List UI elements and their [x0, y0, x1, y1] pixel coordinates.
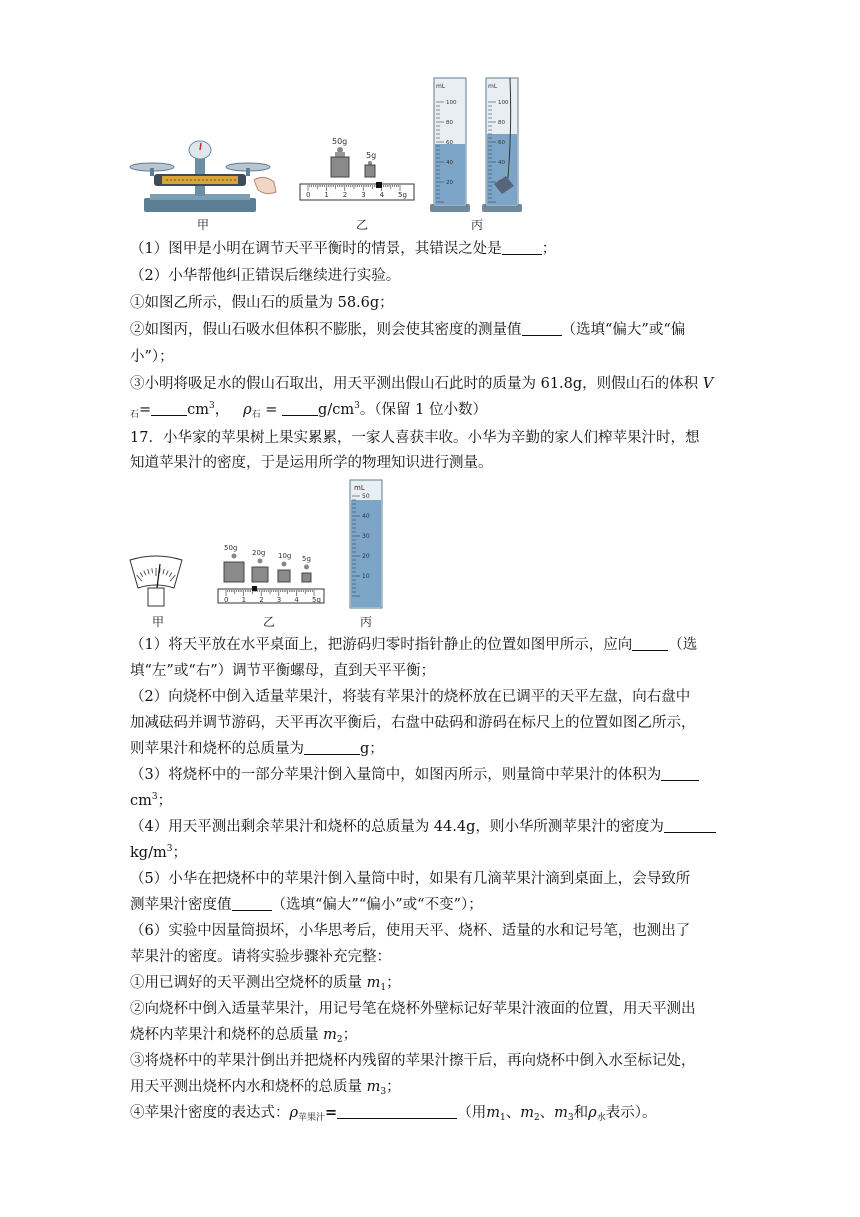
rider-top	[376, 182, 382, 188]
cylinders-figure-bing	[424, 72, 534, 214]
sub-2: 2	[336, 1035, 343, 1045]
q16-part2: （2）小华帮他纠正错误后继续进行实验。	[130, 268, 401, 284]
q17-step3-l1: ③将烧杯中的苹果汁倒出并把烧杯内残留的苹果汁擦干后，再向烧杯中倒入水至标记处，	[130, 1053, 696, 1069]
expr-m2-sub: 2	[533, 1113, 540, 1123]
q16-step3-text: ③小明将吸足水的假山石取出，用天平测出假山石此时的质量为 61.8g，则假山石的体积	[130, 376, 699, 392]
q17-part6-l1: （6）实验中因量筒损坏，小华思考后，使用天平、烧杯、适量的水和记号笔，也测出了	[130, 923, 691, 939]
symbol-m1: m	[366, 975, 381, 991]
cyl-tick-label: 100	[498, 100, 509, 106]
q17-part2-l2: 加减砝码并调节游码，天平再次平衡后，右盘中砝码和游码在标尺上的位置如图乙所示，	[130, 715, 696, 731]
scale-tick-label: 4	[294, 596, 299, 604]
answer-blank-2[interactable]	[522, 321, 562, 336]
answer-blank-7[interactable]	[661, 766, 699, 781]
cyl-tick-label: 50	[362, 493, 370, 500]
comma: ，	[214, 402, 230, 418]
expr-m2: m	[520, 1105, 534, 1121]
scale-tick-label: 2	[342, 191, 348, 199]
q16-part1	[130, 239, 556, 259]
scale-tick-label: 1	[241, 596, 247, 604]
weight-label-50g: 50g	[332, 137, 348, 146]
unit-kgm3: kg/m	[130, 845, 167, 861]
cyl-tick-label: 100	[446, 100, 457, 106]
expr-m3: m	[554, 1105, 568, 1121]
expr-rho-water: ρ	[588, 1105, 597, 1121]
answer-blank-1[interactable]	[502, 240, 542, 255]
q17-step2-l1: ②向烧杯中倒入适量苹果汁，用记号笔在烧杯外壁标记好苹果汁液面的位置，用天平测出	[130, 1001, 696, 1017]
cyl-unit-top-left: mL	[436, 83, 446, 90]
expr-m3-sub: 3	[567, 1113, 574, 1123]
cyl-tick-label: 20	[362, 553, 370, 560]
weight-body	[252, 567, 268, 582]
weight-label-5g: 5g	[366, 151, 377, 160]
weight-body	[278, 570, 290, 582]
cyl-tick-label: 80	[498, 120, 505, 126]
weight-body	[224, 562, 244, 582]
q16-step2-cont: 小”）；	[130, 349, 174, 365]
pointer-dial-figure-jia	[128, 554, 184, 610]
q16-step2-text: ②如图丙，假山石吸水但体积不膨胀，则会使其密度的测量值	[130, 322, 522, 338]
weight-label: 10g	[278, 552, 292, 560]
q17-part3-cont: $cm^3$；	[130, 792, 173, 809]
q16-step2	[130, 320, 685, 340]
semicolon-5: ；	[386, 1079, 401, 1095]
scale-tick-label: 2	[259, 596, 264, 604]
answer-blank-8[interactable]	[664, 818, 716, 833]
scale-tick-label: 5g	[398, 191, 407, 199]
answer-blank-6[interactable]	[304, 740, 360, 755]
q17-step3-text: 用天平测出烧杯内水和烧杯的总质量	[130, 1079, 362, 1095]
q17-weights	[224, 544, 311, 582]
scale-tick-label: 4	[379, 191, 385, 199]
sub-1: 1	[380, 983, 387, 993]
cyl-tick-label: 40	[362, 513, 370, 520]
q17-part3	[130, 765, 699, 785]
step4-end: 表示）。	[605, 1105, 657, 1121]
q17-part1-text: （1）将天平放在水平桌面上，把游码归零时指针静止的位置如图甲所示，应向	[130, 637, 633, 653]
q17-part2-unit: g；	[360, 741, 384, 757]
caption-yi-top: 乙	[355, 218, 368, 232]
q16-step1: ①如图乙所示，假山石的质量为 58.6g；	[130, 295, 394, 311]
sub-juice: 苹果汁	[298, 1113, 326, 1123]
unit-cm3: cm	[130, 793, 152, 809]
symbol-m3: m	[366, 1079, 381, 1095]
semicolon-3: ；	[386, 975, 401, 991]
q17-part5-l2	[130, 895, 483, 915]
q17-step2-l2	[130, 1025, 357, 1045]
semicolon: ；	[157, 793, 173, 809]
q17-part1-end: （选	[668, 637, 698, 653]
q17-step1	[130, 973, 401, 993]
balance-figure-jia	[128, 140, 278, 214]
caption-yi-q17: 乙	[262, 615, 275, 629]
eq-sign-juice: =	[325, 1104, 338, 1121]
q17-part5-end: （选填“偏大”“偏小”或“不变”）；	[271, 897, 483, 913]
q17-part1-cont: 填“左”或“右”）调节平衡螺母，直到天平平衡；	[130, 663, 436, 679]
weight-knob	[258, 559, 263, 564]
cyl-tick-label: 40	[446, 160, 453, 166]
q16-part1-end: ；	[541, 241, 557, 257]
q17-step3-l2	[130, 1077, 401, 1097]
q17-part6-l2: 苹果汁的密度。请将实验步骤补充完整：	[130, 949, 391, 965]
q17-intro-1: 17．小华家的苹果树上果实累累，一家人喜获丰收。小华为辛勤的家人们榨苹果汁时，想	[130, 430, 700, 446]
sep-1: 、	[505, 1105, 521, 1121]
expr-m1-sub: 1	[499, 1113, 506, 1123]
eq-sign: =	[139, 402, 152, 418]
q17-part4	[130, 817, 716, 837]
caption-bing-top: 丙	[470, 218, 483, 232]
scale-tick-label: 0	[306, 191, 311, 199]
cyl-tick-label: 30	[362, 533, 370, 540]
q17-step1-text: ①用已调好的天平测出空烧杯的质量	[130, 975, 362, 991]
symbol-V: V	[702, 376, 714, 392]
weight-knob	[304, 565, 309, 570]
unit-cm: cm	[187, 402, 210, 418]
scale-tick-label: 3	[276, 596, 282, 604]
q17-part4-cont: $kg/m^3$；	[130, 844, 187, 861]
q17-part2-text: 则苹果汁和烧杯的总质量为	[130, 741, 304, 757]
cyl-unit-top-right: mL	[488, 83, 498, 90]
answer-blank-3[interactable]	[151, 401, 187, 416]
answer-blank-9[interactable]	[232, 896, 272, 911]
weights-scale-figure-yi	[296, 134, 416, 204]
cylinder-figure-bing-q17	[344, 478, 388, 612]
q16-precision-note: 。（保留 1 位小数）	[359, 402, 488, 418]
q16-step3-cont: $_石= cm^3$， $\rho_石 = g/cm^3$。（保留 1 位小数）	[130, 401, 488, 420]
weights-scale-figure-yi-q17	[214, 538, 326, 608]
sep-2: 、	[539, 1105, 555, 1121]
q17-intro-2: 知道苹果汁的密度，于是运用所学的物理知识进行测量。	[130, 455, 493, 471]
q16-step2-end: （选填“偏大”或“偏	[561, 322, 686, 338]
scale-tick-label: 1	[324, 191, 329, 199]
word-and: 和	[573, 1105, 589, 1121]
q17-part3-text: （3）将烧杯中的一部分苹果汁倒入量筒中，如图丙所示，则量筒中苹果汁的体积为	[130, 767, 662, 783]
cyl-tick-label: 80	[446, 120, 453, 126]
weight-label: 5g	[302, 555, 311, 563]
cyl-tick-label: 10	[362, 573, 370, 580]
symbol-rho: ρ	[243, 402, 252, 418]
scale-tick-label: 3	[361, 191, 366, 199]
weight-body	[302, 573, 311, 582]
symbol-m2: m	[323, 1027, 337, 1043]
caption-jia-top: 甲	[196, 218, 209, 232]
semicolon-4: ；	[342, 1027, 358, 1043]
q17-part5-text: 测苹果汁密度值	[130, 897, 232, 913]
symbol-rho-juice: ρ	[289, 1105, 299, 1121]
unit-gcm: g/cm	[318, 402, 355, 418]
weight-label: 50g	[224, 544, 238, 552]
answer-blank-5[interactable]	[632, 636, 668, 651]
q17-part4-text: （4）用天平测出剩余苹果汁和烧杯的总质量为 44.4g，则小华所测苹果汁的密度为	[130, 819, 664, 835]
rider-q17	[252, 586, 257, 591]
scale-tick-label: 5g	[312, 596, 321, 604]
caption-jia-q17: 甲	[151, 615, 164, 629]
answer-blank-10[interactable]	[337, 1104, 457, 1119]
answer-blank-4[interactable]	[282, 401, 318, 416]
scale-tick-label: 0	[224, 596, 229, 604]
cyl-tick-label: 40	[498, 160, 505, 166]
q17-part1	[130, 635, 697, 655]
caption-bing-q17: 丙	[359, 615, 372, 629]
q17-step4	[130, 1103, 656, 1123]
q17-part5-l1: （5）小华在把烧杯中的苹果汁倒入量筒中时，如果有几滴苹果汁滴到桌面上，会导致所	[130, 871, 691, 887]
cyl-unit-q17: mL	[354, 484, 365, 492]
weight-knob	[282, 562, 287, 567]
weight-label: 20g	[252, 549, 266, 557]
semicolon-2: ；	[172, 845, 187, 861]
q17-part2-l1: （2）向烧杯中倒入适量苹果汁，将装有苹果汁的烧杯放在已调平的天平左盘，向右盘中	[130, 689, 691, 705]
expr-rho-water-sub: 水	[596, 1113, 606, 1123]
q17-step4-text: ④苹果汁密度的表达式：	[130, 1105, 290, 1121]
q16-step3	[130, 374, 713, 394]
weight-knob	[232, 554, 237, 559]
q17-part2-l3	[130, 739, 384, 759]
paren-open: （用	[457, 1105, 487, 1121]
expr-m1: m	[486, 1105, 500, 1121]
eq-sign-2: =	[260, 402, 278, 418]
cyl-tick-label: 60	[498, 140, 505, 146]
sub-3: 3	[380, 1087, 387, 1097]
q16-part1-text: （1）图甲是小明在调节天平平衡时的情景，其错误之处是	[130, 241, 502, 257]
cyl-tick-label: 20	[446, 180, 453, 186]
q17-step2-text: 烧杯内苹果汁和烧杯的总质量	[130, 1027, 319, 1043]
sub-shi: 石	[130, 410, 140, 420]
cyl-tick-label: 60	[446, 140, 453, 146]
sub-shi-rho: 石	[251, 410, 261, 420]
